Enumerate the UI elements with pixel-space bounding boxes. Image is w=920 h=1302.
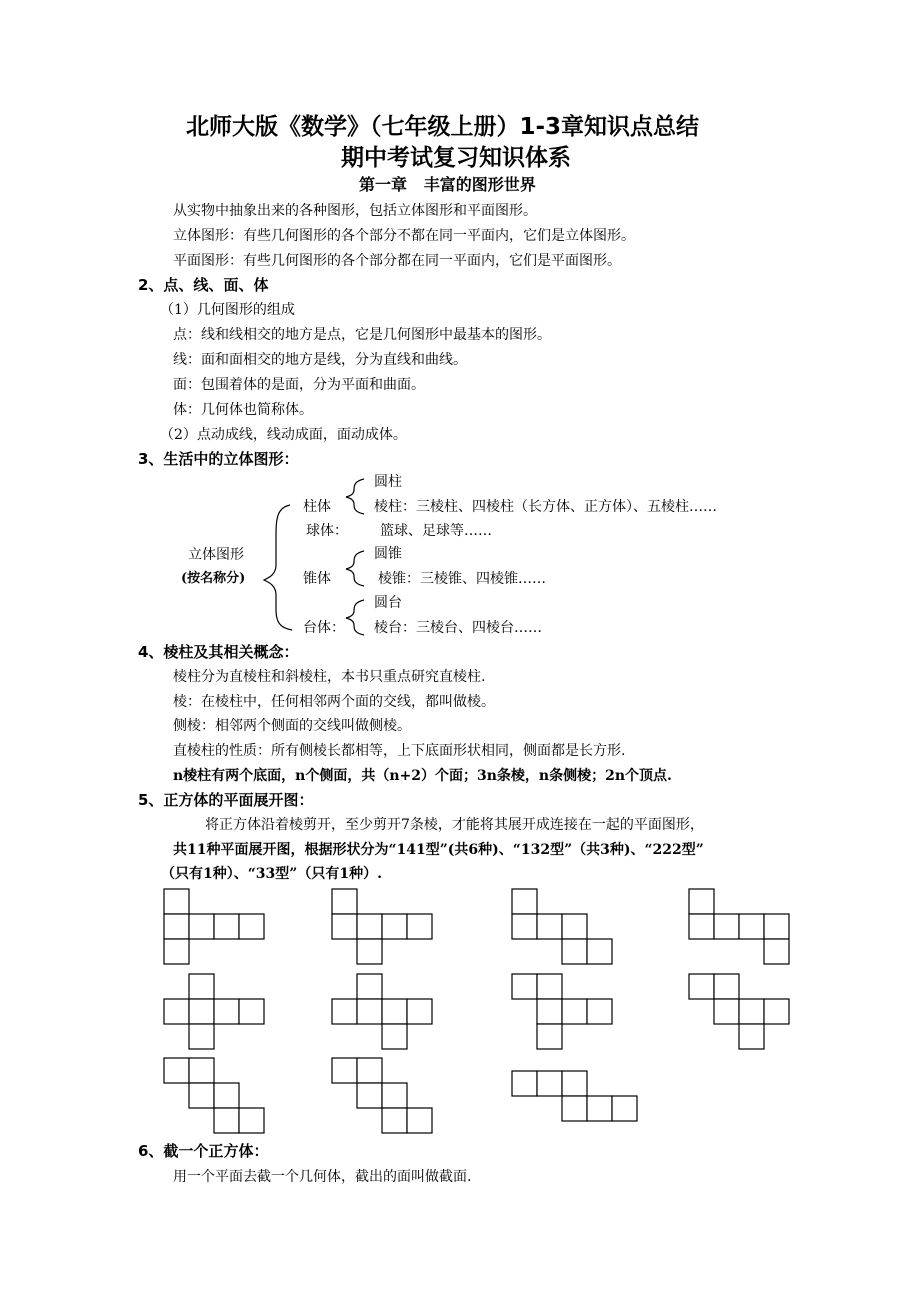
cube-net-5 [164, 974, 264, 1049]
section-5-heading: 5、正方体的平面展开图： [138, 791, 314, 809]
tree-braces [264, 479, 364, 635]
net-square [512, 889, 537, 914]
net-square [587, 1096, 612, 1121]
tree-zhuti: 柱体 [303, 499, 331, 515]
net-square [357, 1058, 382, 1083]
document-title-line1: 北师大版《数学》（七年级上册）1-3章知识点总结 [186, 114, 700, 140]
tree-yuantai: 圆台 [374, 595, 402, 611]
cube-net-2 [332, 889, 432, 964]
net-square [164, 939, 189, 964]
net-square [537, 914, 562, 939]
net-square [537, 1024, 562, 1049]
net-square [714, 914, 739, 939]
cube-net-1 [164, 889, 264, 964]
net-square [739, 1024, 764, 1049]
section-6-line: 用一个平面去截一个几何体，截出的面叫做截面. [173, 1169, 472, 1185]
net-square [239, 914, 264, 939]
section-2-line-solid: 体：几何体也简称体。 [173, 402, 313, 418]
net-square [537, 1071, 562, 1096]
section-4-line-1: 棱柱分为直棱柱和斜棱柱，本书只重点研究直棱柱. [173, 669, 486, 685]
net-square [214, 914, 239, 939]
net-square [382, 1108, 407, 1133]
cube-net-7 [512, 974, 612, 1049]
net-square [214, 1083, 239, 1108]
section-2-line-line: 线：面和面相交的地方是线，分为直线和曲线。 [173, 352, 467, 368]
net-square [587, 939, 612, 964]
net-square [214, 1108, 239, 1133]
net-square [407, 1108, 432, 1133]
net-square [382, 1024, 407, 1049]
tree-taiti: 台体： [303, 620, 345, 636]
net-square [239, 1108, 264, 1133]
cube-net-3 [512, 889, 612, 964]
net-square [537, 974, 562, 999]
net-square [357, 1083, 382, 1108]
tree-lengzhu: 棱柱：三棱柱、四棱柱（长方体、正方体）、五棱柱…… [374, 499, 717, 515]
net-square [164, 1058, 189, 1083]
tree-lengzhui: 棱锥：三棱锥、四棱锥…… [378, 571, 546, 587]
net-square [512, 1071, 537, 1096]
net-square [382, 1083, 407, 1108]
net-square [357, 974, 382, 999]
net-square [562, 1096, 587, 1121]
section-4-line-4: 直棱柱的性质：所有侧棱长都相等，上下底面形状相同，侧面都是长方形. [173, 743, 626, 759]
net-square [164, 889, 189, 914]
section-4-line-2: 棱：在棱柱中，任何相邻两个面的交线，都叫做棱。 [173, 694, 495, 710]
net-square [332, 914, 357, 939]
section-6-heading: 6、截一个正方体： [138, 1142, 269, 1160]
tree-root-note: (按名称分) [181, 571, 246, 586]
net-square [764, 939, 789, 964]
net-square [407, 999, 432, 1024]
section-4-line-3: 侧棱：相邻两个侧面的交线叫做侧棱。 [173, 718, 411, 734]
net-square [407, 914, 432, 939]
net-square [164, 999, 189, 1024]
net-square [164, 914, 189, 939]
net-square [189, 999, 214, 1024]
net-square [689, 974, 714, 999]
section-3-heading: 3、生活中的立体图形： [138, 450, 299, 468]
section-5-line-3: （只有1种）、“33型”（只有1种）. [161, 866, 382, 882]
section-4-line-5: n棱柱有两个底面，n个侧面，共（n+2）个面；3n条棱，n条侧棱；2n个顶点. [173, 768, 672, 784]
net-square [382, 914, 407, 939]
net-square [512, 914, 537, 939]
cube-net-4 [689, 889, 789, 964]
net-square [189, 1058, 214, 1083]
section-5-line-1: 将正方体沿着棱剪开，至少剪开7条棱，才能将其展开成连接在一起的平面图形， [205, 817, 704, 833]
net-square [332, 999, 357, 1024]
net-square [537, 999, 562, 1024]
net-square [214, 999, 239, 1024]
net-square [689, 914, 714, 939]
tree-qiuti: 球体： [306, 523, 348, 539]
net-square [739, 914, 764, 939]
section-2-line-point: 点：线和线相交的地方是点，它是几何图形中最基本的图形。 [173, 327, 551, 343]
net-square [357, 939, 382, 964]
section-2-sub2: （2）点动成线，线动成面，面动成体。 [160, 427, 407, 443]
intro-line-3: 平面图形：有些几何图形的各个部分都在同一平面内，它们是平面图形。 [173, 253, 621, 269]
net-square [562, 1071, 587, 1096]
section-2-heading: 2、点、线、面、体 [138, 276, 269, 294]
chapter-title: 第一章 丰富的图形世界 [359, 175, 536, 194]
net-square [332, 889, 357, 914]
section-4-heading: 4、棱柱及其相关概念： [138, 643, 299, 661]
cube-net-6 [332, 974, 432, 1049]
net-square [587, 999, 612, 1024]
section-2-line-surface: 面：包围着体的是面，分为平面和曲面。 [173, 377, 425, 393]
net-square [764, 999, 789, 1024]
net-square [357, 914, 382, 939]
tree-yuanzhui: 圆锥 [374, 546, 402, 562]
section-5-line-2: 共11种平面展开图，根据形状分为“141型”(共6种)、“132型”（共3种)、“222型” [173, 842, 704, 858]
tree-lengtai: 棱台：三棱台、四棱台…… [374, 620, 542, 636]
cube-net-8 [689, 974, 789, 1049]
tree-qiuti-examples: 篮球、足球等…… [380, 523, 492, 539]
net-square [764, 914, 789, 939]
document-title-line2: 期中考试复习知识体系 [341, 145, 571, 171]
tree-root: 立体图形 [188, 547, 244, 563]
net-square [189, 974, 214, 999]
net-square [714, 974, 739, 999]
section-2-sub1: （1）几何图形的组成 [160, 302, 295, 318]
tree-zhuiti: 锥体 [303, 571, 331, 587]
cube-nets [164, 889, 789, 1133]
net-square [512, 974, 537, 999]
net-square [714, 999, 739, 1024]
net-square [189, 1024, 214, 1049]
net-square [612, 1096, 637, 1121]
intro-line-2: 立体图形：有些几何图形的各个部分不都在同一平面内，它们是立体图形。 [173, 228, 635, 244]
net-square [189, 1083, 214, 1108]
net-square [189, 914, 214, 939]
cube-net-10 [332, 1058, 432, 1133]
net-square [382, 999, 407, 1024]
intro-line-1: 从实物中抽象出来的各种图形，包括立体图形和平面图形。 [173, 203, 537, 219]
brace-main [264, 505, 292, 630]
net-square [239, 999, 264, 1024]
cube-net-11 [512, 1071, 637, 1121]
net-square [689, 889, 714, 914]
cube-net-9 [164, 1058, 264, 1133]
tree-yuanzhu: 圆柱 [374, 474, 402, 490]
net-square [562, 939, 587, 964]
brace-zhuiti [346, 551, 364, 586]
net-square [739, 999, 764, 1024]
brace-zhuti [346, 479, 364, 514]
net-square [357, 999, 382, 1024]
net-square [562, 914, 587, 939]
brace-taiti [346, 600, 364, 635]
net-square [562, 999, 587, 1024]
net-square [332, 1058, 357, 1083]
